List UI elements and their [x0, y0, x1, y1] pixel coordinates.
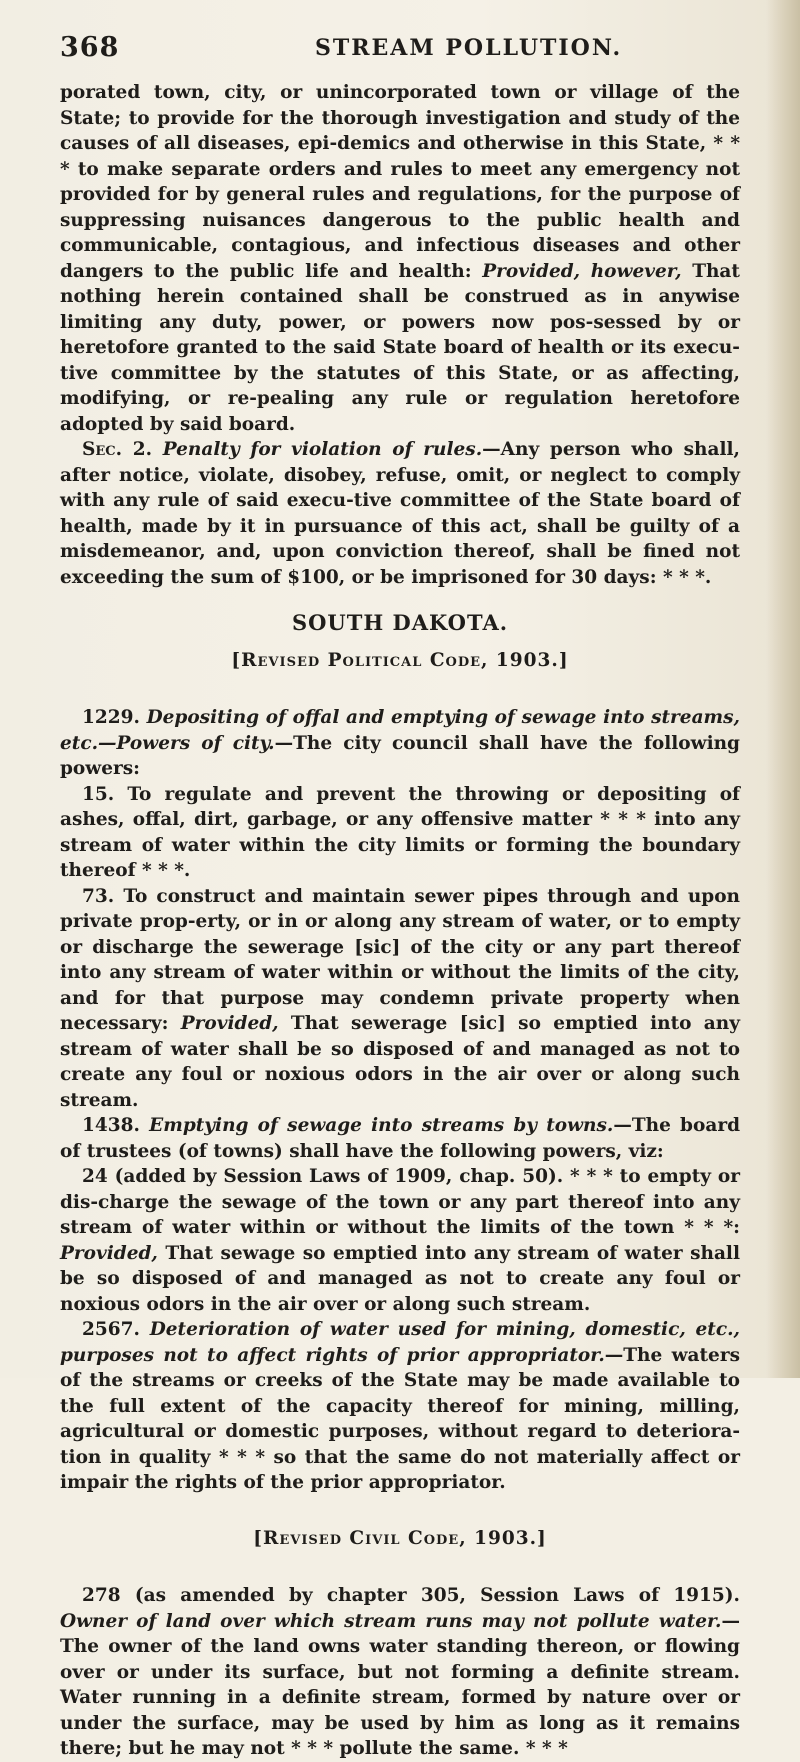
section-2-title: Penalty for violation of rules. [162, 439, 483, 460]
code-heading-civil-label: Revised Civil Code, 1903. [262, 1527, 538, 1549]
page-edge-shadow [766, 0, 800, 1378]
running-title: STREAM POLLUTION. [315, 35, 623, 61]
section-1438-number: 1438. [82, 1115, 140, 1136]
intro-provided-text: That nothing herein contained shall be construed as in anywise limiting any duty, power, or powers now pos-sessed by or heretofore granted to the said State board of health or its execu-tive committee by the statutes of this State, or as affecting, modifying, or re-pealing any rule or regulation heretofore adopted by said board. [60, 260, 740, 435]
code-heading-political-label: Revised Political Code, 1903. [241, 649, 559, 671]
section-2567-title: Deterioration of water used for mining, domestic, etc., purposes not to affect rights of prior appropriator. [60, 1319, 740, 1366]
section-1229-number: 1229. [82, 707, 140, 728]
section-2-text: —Any person who shall, after notice, violate, disobey, refuse, omit, or neglect to comply with any rule of said execu-tive committee of the State board of health, made by it in pursuance of this act, shall be guilty of a misdemeanor, and, upon conviction thereof, shall be fined not exceeding the sum of $100, or be imprisoned for 30 days: * * *. [60, 439, 740, 588]
section-278-text: —The owner of the land owns water standing thereon, or flowing over or under its surface, but not forming a definite stream. Water running in a definite stream, formed by nature over or under the surface, may be used by him as long as it remains there; but he may not * * * pollute the same. * * * [60, 1610, 740, 1759]
subsection-24-paragraph [60, 1164, 740, 1317]
section-2567-text: —The waters of the streams or creeks of the State may be made available to the full extent of the capacity thereof for mining, milling, agricultural or domestic purposes, without regard to deteriora-tion in quality * * * so that the same do not materially affect or impair the rights of the prior appropriator. [60, 1344, 740, 1493]
subsection-24-provided-text: That sewage so emptied into any stream of water shall be so disposed of and managed as not to create any foul or noxious odors in the air over or along such stream. [60, 1242, 740, 1315]
code-heading-civil [60, 1526, 740, 1552]
intro-text: porated town, city, or unincorporated town or village of the State; to provide for the thorough investigation and study of the causes of all diseases, epi-demics and otherwise in this State, * * * to make separate orders and rules to meet any emergency not provided for by general rules and regulations, for the purpose of suppressing nuisances dangerous to the public health and communicable, contagious, and infectious diseases and other dangers to the public life and health: [60, 82, 740, 282]
section-278-number: 278 (as amended by chapter 305, Session Laws of 1915). [82, 1585, 740, 1606]
bracket-close: ] [537, 1527, 547, 1549]
document-body [60, 80, 740, 1762]
section-278-paragraph [60, 1583, 740, 1762]
section-2-paragraph [60, 437, 740, 590]
subsection-73-provided-label: Provided, [180, 1013, 279, 1034]
section-1438-title: Emptying of sewage into streams by towns. [149, 1115, 614, 1136]
subsection-24-text: 24 (added by Session Laws of 1909, chap. 50). * * * to empty or dis-charge the sewage of the town or any part thereof into any stream of water within or without the limits of the town * * *: [60, 1166, 740, 1238]
subsection-24-provided-label: Provided, [60, 1242, 158, 1264]
section-1229-text: —The city council shall have the following powers: [60, 732, 740, 779]
page-number: 368 [60, 32, 120, 63]
section-1438-text: —The board of trustees (of towns) shall have the following powers, viz: [60, 1115, 741, 1162]
page-header [60, 32, 740, 62]
section-1229-paragraph [60, 705, 740, 782]
section-1438-paragraph [60, 1113, 740, 1164]
bracket-open: [ [253, 1527, 263, 1549]
section-2567-number: 2567. [82, 1319, 140, 1340]
state-heading: SOUTH DAKOTA. [291, 610, 509, 635]
bracket-open: [ [231, 649, 242, 671]
section-1229-title: Depositing of offal and emptying of sewage into streams, etc.—Powers of city. [60, 707, 740, 754]
section-278-title: Owner of land over which stream runs may not pollute water. [60, 1610, 722, 1632]
subsection-15-paragraph: 15. To regulate and prevent the throwing or depositing of ashes, offal, dirt, garbage, or any offensive matter * * * into any stream of water within the city limits or forming the boundary thereof * * *. [60, 783, 740, 881]
intro-provided-label: Provided, however, [482, 260, 682, 282]
bracket-close: ] [558, 649, 569, 671]
subsection-73-provided-text: That sewerage [sic] so emptied into any stream of water shall be so disposed of and managed as not to create any foul or noxious odors in the air over or along such stream. [60, 1013, 740, 1111]
subsection-73-paragraph [60, 884, 740, 1114]
subsection-73-text: 73. To construct and maintain sewer pipes through and upon private prop-erty, or in or along any stream of water, or to empty or discharge the sewerage [sic] of the city or any part thereof into any stream of water within or without the limits of the city, and for that purpose may condemn private property when necessary: [60, 885, 740, 1034]
intro-paragraph [60, 80, 740, 437]
section-2-label: Sec. 2. [82, 439, 153, 460]
code-heading-political [60, 648, 740, 674]
section-2567-paragraph [60, 1317, 740, 1496]
